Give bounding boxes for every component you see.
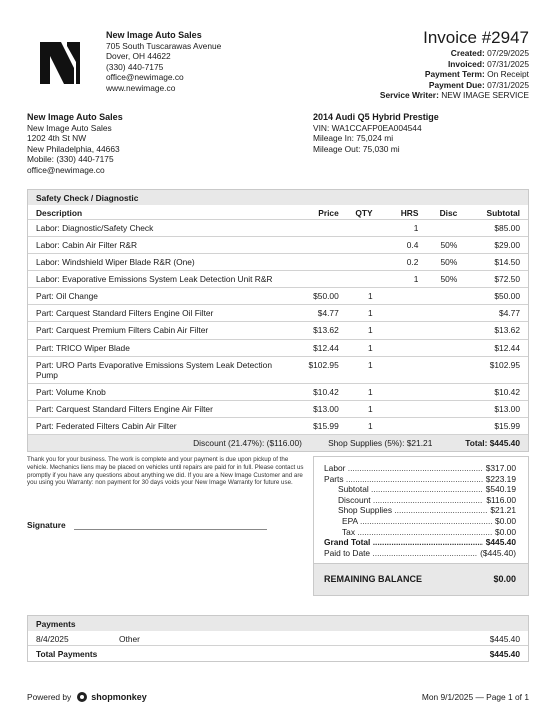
cell-description: Part: Carquest Standard Filters Engine Oil Filter — [36, 308, 214, 319]
payment-due-label: Payment Due: — [428, 79, 485, 90]
col-disc: Disc — [439, 208, 458, 218]
created-label: Created: — [450, 48, 485, 58]
shop-phone: (330) 440-7175 — [106, 61, 164, 72]
cell-disc: 50% — [440, 240, 458, 251]
shopmonkey-brand[interactable] — [77, 692, 147, 703]
table-row — [28, 254, 528, 271]
payments-total-value: $445.40 — [489, 649, 520, 659]
vehicle-mileage-in: Mileage In: 75,024 mi — [313, 133, 394, 144]
summary-discount: Discount ..... $116.00 — [314, 495, 528, 506]
cell-disc — [418, 291, 457, 301]
cell-price: $10.42 — [313, 386, 339, 397]
shop-address-1: 705 South Tuscarawas Avenue — [106, 40, 222, 51]
invoiced-value: 07/31/2025 — [487, 58, 529, 69]
cell-disc — [418, 343, 457, 353]
cell-hrs — [373, 343, 419, 353]
shop-info — [106, 30, 221, 94]
cell-qty: 1 — [367, 403, 373, 414]
summary-tax: Tax ..... $0.00 — [314, 527, 528, 538]
table-row — [28, 401, 528, 418]
cell-disc — [418, 325, 457, 335]
payment-method: Other — [119, 634, 140, 644]
cell-hrs — [373, 291, 419, 301]
cell-price — [289, 223, 339, 233]
cell-subtotal: $50.00 — [494, 291, 520, 302]
summary-epa: EPA ..... $0.00 — [314, 516, 528, 527]
cell-subtotal: $4.77 — [499, 308, 520, 319]
service-writer-row — [380, 90, 529, 101]
payment-due-value: 07/31/2025 — [487, 79, 529, 90]
powered-by-label: Powered by — [27, 692, 72, 703]
payments-total-row — [28, 646, 528, 661]
signature-label: Signature — [27, 520, 66, 530]
cell-price: $13.62 — [313, 325, 339, 336]
remaining-balance-value: $0.00 — [493, 574, 516, 585]
service-writer-label: Service Writer: — [379, 90, 439, 101]
payment-term-row — [380, 69, 529, 80]
cell-subtotal: $13.00 — [494, 403, 520, 414]
cell-description: Part: Federated Filters Cabin Air Filter — [36, 420, 177, 431]
cell-price: $4.77 — [317, 308, 339, 319]
cell-price: $102.95 — [308, 359, 339, 370]
shop-address-2: Dover, OH 44622 — [106, 51, 171, 62]
payment-amount: $445.40 — [489, 634, 520, 644]
table-body — [28, 220, 528, 435]
cell-price: $13.00 — [313, 403, 339, 414]
customer-line: 1202 4th St NW — [27, 133, 87, 144]
cell-description: Part: TRICO Wiper Blade — [36, 342, 130, 353]
payments-title: Payments — [28, 616, 528, 631]
invoice-number: Invoice #2947 — [423, 28, 529, 47]
customer-name: New Image Auto Sales — [27, 112, 123, 122]
cell-qty — [339, 240, 373, 250]
table-row — [28, 220, 528, 237]
invoiced-label: Invoiced: — [447, 58, 485, 69]
cell-price — [289, 274, 339, 284]
table-row — [28, 357, 528, 384]
shop-email[interactable]: office@newimage.co — [106, 72, 184, 83]
shop-supplies-total: Shop Supplies (5%): $21.21 — [328, 437, 433, 448]
line-items-table — [27, 189, 529, 452]
payments-table — [27, 615, 529, 662]
col-subtotal: Subtotal — [486, 208, 520, 218]
cell-disc — [418, 421, 457, 431]
terms-note: Thank you for your business. The work is complete and your payment is due upon pickup of the vehicle. Mechanics liens may be placed on vehicles until repairs are paid for in full. Please contact us promptly if you have any questions about anything we did. If you are a New Image Customer and are you using you Warranty: non payment for 30 days voids your New Image Warranty for future use. — [27, 456, 304, 487]
cell-qty: 1 — [367, 308, 373, 319]
col-qty: QTY — [355, 208, 373, 218]
cell-subtotal: $10.42 — [494, 386, 520, 397]
section-title: Safety Check / Diagnostic — [28, 190, 528, 205]
cell-price: $50.00 — [313, 291, 339, 302]
table-row — [28, 340, 528, 357]
cell-qty: 1 — [367, 325, 373, 336]
cell-qty — [339, 274, 373, 284]
table-totals — [28, 435, 528, 451]
payment-date: 8/4/2025 — [36, 634, 69, 644]
customer-line: New Philadelphia, 44663 — [27, 143, 120, 154]
page-footer — [27, 692, 529, 703]
cell-qty — [339, 223, 373, 233]
summary-labor: Labor ..... $317.00 — [314, 463, 528, 474]
cell-price: $15.99 — [313, 420, 339, 431]
cell-qty: 1 — [367, 291, 373, 302]
vehicle-info — [313, 112, 439, 154]
cell-subtotal: $15.99 — [494, 420, 520, 431]
table-row — [28, 418, 528, 435]
cell-qty — [339, 257, 373, 267]
summary-subtotal: Subtotal ..... $540.19 — [314, 484, 528, 495]
summary-shop-supplies: Shop Supplies ..... $21.21 — [314, 505, 528, 516]
invoice-header — [380, 28, 529, 101]
payment-term-value: On Receipt — [487, 69, 529, 80]
remaining-balance-label: REMAINING BALANCE — [324, 574, 422, 585]
cell-qty: 1 — [367, 386, 373, 397]
cell-hrs — [373, 387, 419, 397]
vehicle-vin: VIN: WA1CCAFP0EA004544 — [313, 122, 422, 133]
cell-disc — [418, 308, 457, 318]
cell-subtotal: $12.44 — [494, 342, 520, 353]
created-value: 07/29/2025 — [487, 48, 529, 58]
cell-subtotal: $85.00 — [494, 223, 520, 233]
cell-hrs — [373, 325, 419, 335]
remaining-balance — [314, 563, 528, 595]
table-row — [28, 384, 528, 401]
customer-line: office@newimage.co — [27, 164, 105, 175]
invoice-summary — [313, 456, 529, 596]
cell-disc — [418, 223, 457, 233]
cell-description: Labor: Diagnostic/Safety Check — [36, 223, 154, 233]
col-price: Price — [318, 208, 339, 218]
cell-qty: 1 — [367, 420, 373, 431]
table-row — [28, 288, 528, 305]
cell-hrs — [373, 360, 419, 380]
service-writer-value: NEW IMAGE SERVICE — [441, 90, 529, 101]
cell-qty: 1 — [367, 342, 373, 353]
vehicle-name: 2014 Audi Q5 Hybrid Prestige — [313, 112, 439, 122]
signature-block — [27, 520, 267, 530]
cell-description: Part: Carquest Premium Filters Cabin Air Filter — [36, 325, 209, 336]
cell-disc — [418, 404, 457, 414]
shop-name: New Image Auto Sales — [106, 30, 202, 40]
payment-due-row — [380, 80, 529, 91]
cell-subtotal: $13.62 — [494, 325, 520, 336]
items-total: Total: $445.40 — [465, 437, 520, 448]
cell-hrs — [373, 404, 419, 414]
cell-description: Labor: Windshield Wiper Blade R&R (One) — [36, 257, 195, 268]
cell-disc — [418, 387, 457, 397]
table-row — [28, 322, 528, 339]
cell-hrs: 1 — [413, 223, 419, 233]
invoiced-row — [380, 59, 529, 70]
cell-disc: 50% — [440, 274, 458, 285]
summary-grand-total: Grand Total ..... $445.40 — [314, 537, 528, 548]
cell-description: Part: URO Parts Evaporative Emissions System Leak Detection Pump — [36, 359, 272, 380]
vehicle-mileage-out: Mileage Out: 75,030 mi — [313, 143, 400, 154]
cell-subtotal: $102.95 — [489, 359, 520, 370]
shop-logo — [40, 42, 80, 84]
cell-description: Labor: Cabin Air Filter R&R — [36, 240, 138, 251]
cell-hrs: 1 — [413, 274, 419, 285]
customer-info — [27, 112, 123, 176]
cell-description: Labor: Evaporative Emissions System Leak Detection Unit R&R — [36, 274, 273, 285]
summary-paid-to-date: Paid to Date ..... ($445.40) — [314, 548, 528, 559]
cell-hrs: 0.2 — [406, 257, 419, 268]
created-row — [380, 48, 529, 59]
customer-line: Mobile: (330) 440-7175 — [27, 154, 114, 165]
col-hrs: HRS — [400, 208, 419, 218]
shopmonkey-brand-text: shopmonkey — [91, 692, 147, 702]
cell-hrs — [373, 308, 419, 318]
discount-total: Discount (21.47%): ($116.00) — [193, 437, 302, 448]
col-description: Description — [36, 208, 83, 218]
cell-subtotal: $14.50 — [494, 257, 520, 268]
page-info: Mon 9/1/2025 — Page 1 of 1 — [421, 692, 529, 703]
payment-term-label: Payment Term: — [424, 69, 485, 80]
cell-description: Part: Carquest Standard Filters Engine Air Filter — [36, 403, 213, 414]
cell-description: Part: Oil Change — [36, 291, 98, 302]
payments-total-label: Total Payments — [36, 649, 98, 659]
cell-price: $12.44 — [313, 342, 339, 353]
summary-parts: Parts ..... $223.19 — [314, 474, 528, 485]
customer-line: New Image Auto Sales — [27, 122, 112, 133]
cell-disc — [418, 360, 457, 380]
table-row — [28, 271, 528, 288]
cell-price — [289, 257, 339, 267]
cell-qty: 1 — [367, 359, 373, 370]
table-header — [28, 205, 528, 220]
signature-line[interactable] — [74, 521, 267, 530]
cell-subtotal: $29.00 — [494, 240, 520, 251]
table-row — [28, 237, 528, 254]
payment-row — [28, 631, 528, 646]
cell-disc: 50% — [440, 257, 458, 268]
table-row — [28, 305, 528, 322]
shop-website[interactable]: www.newimage.co — [106, 82, 176, 93]
shopmonkey-logo-icon — [77, 692, 87, 702]
cell-hrs — [373, 421, 419, 431]
cell-hrs: 0.4 — [406, 240, 419, 251]
cell-subtotal: $72.50 — [494, 274, 520, 285]
cell-price — [289, 240, 339, 250]
cell-description: Part: Volume Knob — [36, 386, 106, 397]
